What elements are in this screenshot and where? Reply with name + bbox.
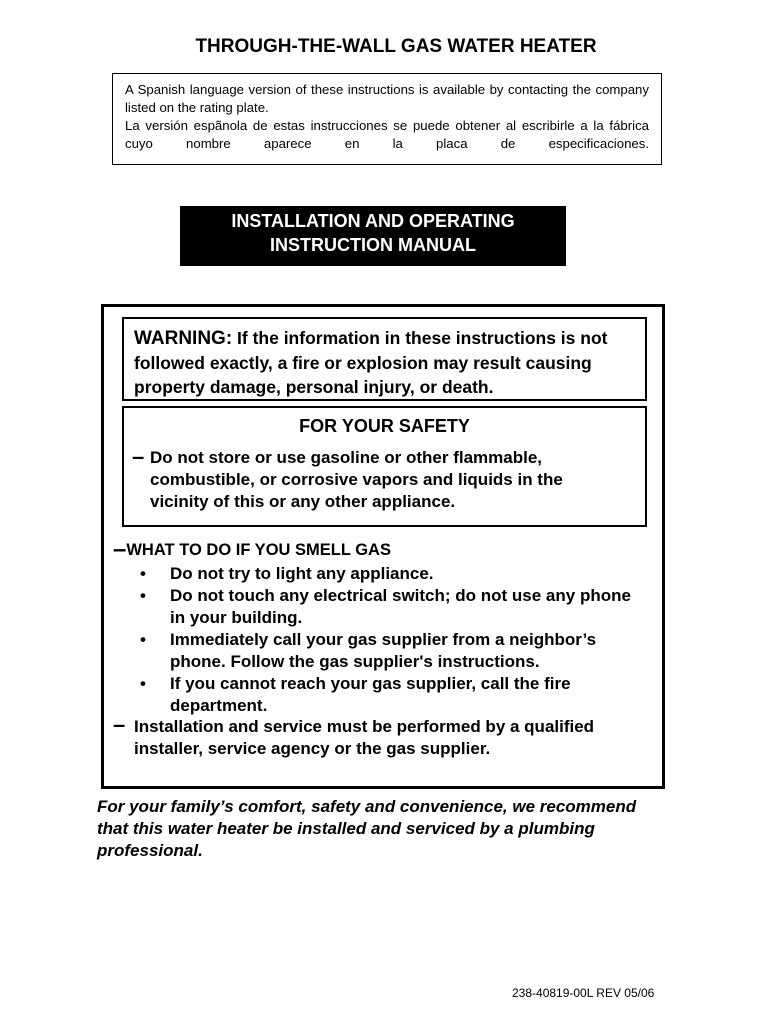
spanish-notice-box <box>112 73 662 165</box>
manual-banner-line-1: INSTALLATION AND OPERATING <box>231 211 515 231</box>
safety-title: FOR YOUR SAFETY <box>299 416 470 436</box>
safety-box <box>122 406 647 527</box>
bullet-icon: • <box>140 586 146 605</box>
smell-gas-heading <box>113 536 391 563</box>
warning-label: WARNING: <box>134 328 233 349</box>
spanish-notice-english: A Spanish language version of these instructions is available by contacting the company listed on the rating plate. <box>125 82 649 115</box>
safety-dash: – <box>132 444 145 469</box>
list-item-text: Immediately call your gas supplier from a neighbor’s phone. Follow the gas supplier's instructions. <box>170 630 597 671</box>
manual-banner-line-2: INSTRUCTION MANUAL <box>270 235 476 255</box>
document-number: 238-40819-00L REV 05/06 <box>512 986 655 1000</box>
bullet-icon: • <box>140 674 146 693</box>
bullet-icon: • <box>140 564 146 583</box>
warning-text: If the information in these instructions is not followed exactly, a fire or explosion may result causing property damage, personal injury, or death. <box>134 328 608 397</box>
manual-banner <box>180 206 566 266</box>
family-recommendation: For your family’s comfort, safety and convenience, we recommend that this water heater be installed and serviced by a plumbing professional. <box>97 797 637 860</box>
list-item-text: Do not try to light any appliance. <box>170 564 434 583</box>
installation-dash: – <box>113 712 126 737</box>
warning-box <box>122 317 647 401</box>
bullet-icon: • <box>140 630 146 649</box>
list-item-text: Do not touch any electrical switch; do not use any phone in your building. <box>170 586 631 627</box>
safety-item: Do not store or use gasoline or other flammable, combustible, or corrosive vapors and liquids in the vicinity of this or any other appliance. <box>150 448 563 511</box>
smell-gas-heading-text: WHAT TO DO IF YOU SMELL GAS <box>126 541 391 559</box>
document-title: THROUGH-THE-WALL GAS WATER HEATER <box>195 36 597 57</box>
spanish-notice-spanish: La versión espãnola de estas instrucciones se puede obtener al escribirle a la fábrica cuyo nombre aparece en la placa de especificaciones. <box>125 118 649 151</box>
installation-text: Installation and service must be performed by a qualified installer, service agency or the gas supplier. <box>134 717 595 758</box>
smell-gas-dash: – <box>113 536 127 563</box>
list-item-text: If you cannot reach your gas supplier, call the fire department. <box>170 674 571 715</box>
